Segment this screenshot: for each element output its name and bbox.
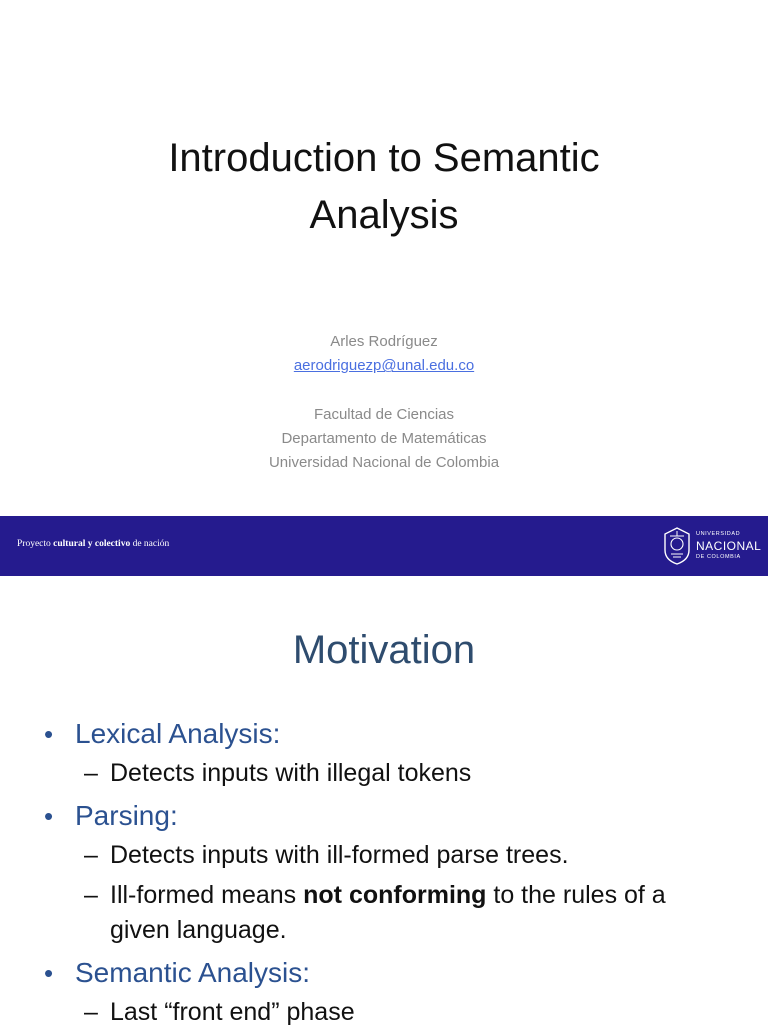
author-email-link[interactable]: aerodriguezp@unal.edu.co bbox=[293, 357, 475, 375]
banner-motto bbox=[17, 539, 169, 549]
bullet-list bbox=[0, 714, 768, 1035]
faculty-text: Facultad de Ciencias bbox=[313, 405, 455, 423]
dash-icon: – bbox=[84, 759, 98, 787]
title-slide bbox=[0, 0, 768, 516]
slide-title-line2: Analysis bbox=[309, 193, 459, 237]
sub-bullet-text-bold: not conforming bbox=[303, 881, 487, 909]
sub-bullet-text: Detects inputs with ill-formed parse trees. bbox=[110, 841, 569, 869]
motivation-slide bbox=[0, 576, 768, 1024]
bullet-semantic bbox=[0, 953, 768, 995]
sub-bullet-text: Last “front end” phase bbox=[110, 998, 355, 1026]
logo-main-text: NACIONAL bbox=[696, 539, 762, 553]
logo-bottom-text: DE COLOMBIA bbox=[696, 554, 741, 560]
bullet-lexical bbox=[0, 714, 768, 756]
bullet-lexical-text: Lexical Analysis: bbox=[75, 718, 281, 749]
bullet-parsing bbox=[0, 796, 768, 838]
university-text: Universidad Nacional de Colombia bbox=[268, 454, 500, 472]
motto-pre: Proyecto bbox=[17, 539, 54, 549]
sub-bullet-parsing-1 bbox=[0, 838, 768, 873]
department-text: Departamento de Matemáticas bbox=[281, 430, 487, 448]
bullet-parsing-text: Parsing: bbox=[75, 800, 178, 831]
bullet-dot-icon: • bbox=[44, 801, 54, 831]
dash-icon: – bbox=[84, 998, 98, 1026]
sub-bullet-text-pre: Ill-formed means bbox=[110, 881, 304, 909]
motto-post: de nación bbox=[130, 539, 170, 549]
logo-top-text: UNIVERSIDAD bbox=[696, 531, 741, 537]
bullet-semantic-text: Semantic Analysis: bbox=[75, 957, 310, 988]
sub-bullet-text-post: to the rules of a given language. bbox=[110, 881, 666, 944]
university-logo bbox=[660, 524, 760, 568]
slide-title bbox=[84, 130, 684, 244]
motivation-title: Motivation bbox=[292, 628, 476, 672]
sub-bullet-parsing-2 bbox=[0, 878, 768, 948]
slide-title-line1: Introduction to Semantic bbox=[168, 136, 600, 180]
author-block bbox=[184, 330, 584, 476]
footer-banner bbox=[0, 516, 768, 576]
motto-bold: cultural y colectivo bbox=[53, 539, 131, 549]
sub-bullet-semantic-1 bbox=[0, 995, 768, 1030]
sub-bullet-lexical-1 bbox=[0, 756, 768, 791]
dash-icon: – bbox=[84, 841, 98, 869]
sub-bullet-text: Detects inputs with illegal tokens bbox=[110, 759, 472, 787]
dash-icon: – bbox=[84, 881, 98, 909]
university-seal-icon bbox=[662, 526, 692, 566]
bullet-dot-icon: • bbox=[44, 958, 54, 988]
author-name: Arles Rodríguez bbox=[330, 333, 438, 350]
bullet-dot-icon: • bbox=[44, 719, 54, 749]
